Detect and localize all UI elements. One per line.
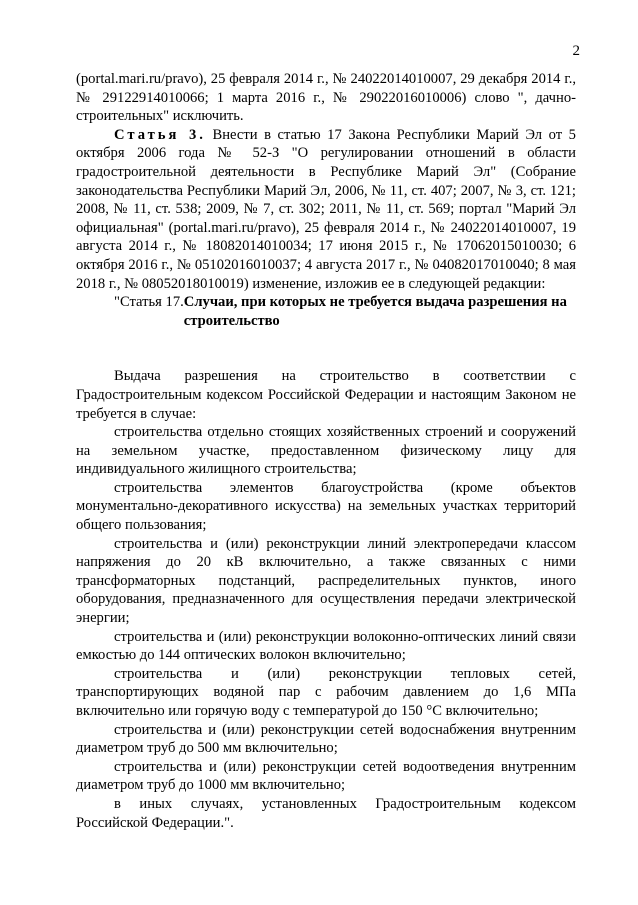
article-3-paragraph [76, 126, 576, 293]
list-item: строительства и (или) реконструкции тепловых сетей, транспортирующих водяной пар с рабочим давлением до 1,6 МПа включительно или горячую воду с температурой до 150 °С включительно; [76, 665, 576, 719]
article-17-title: Случаи, при которых не требуется выдача разрешения на строительство [183, 294, 567, 329]
document-body [76, 70, 576, 832]
article-17-number: "Статья 17. [114, 294, 184, 311]
article-3-label: Статья 3. [114, 126, 206, 143]
list-item: строительства и (или) реконструкции волоконно-оптических линий связи емкостью до 144 оптических волокон включительно; [76, 628, 576, 664]
list-item: строительства отдельно стоящих хозяйственных строений и сооружений на земельном участке, предоставленном физическому лицу для индивидуального жилищного строительства; [76, 424, 576, 478]
article-17-heading [76, 293, 576, 330]
list-item: строительства элементов благоустройства (кроме объектов монументально-декоративного искусства) на земельных участках территорий общего пользования; [76, 479, 576, 534]
page-number: 2 [572, 43, 580, 59]
list-item: строительства и (или) реконструкции сетей водоотведения внутренним диаметром труб до 1000 мм включительно; [76, 758, 576, 794]
spacer [76, 330, 576, 367]
intro-paragraph: Выдача разрешения на строительство в соответствии с Градостроительным кодексом Российской Федерации и настоящим Законом не требуется в случае: [76, 368, 576, 422]
list-item: строительства и (или) реконструкции сетей водоснабжения внутренним диаметром труб до 500 мм включительно; [76, 721, 576, 757]
list-item: строительства и (или) реконструкции линий электропередачи классом напряжения до 20 кВ включительно, а также связанных с ними трансформаторных подстанций, распределительных пунктов, иного оборудования, предназначенного для осуществления передачи электрической энергии; [76, 535, 576, 627]
article-3-text: Внести в статью 17 Закона Республики Марий Эл от 5 октября 2006 года № 52-З "О регулировании отношений в области градостроительной деятельности в Республике Марий Эл" (Собрание законодательства Республики Марий Эл, 2006, № 11, ст. 407; 2007, № 3, ст. 121; 2008, № 11, ст. 538; 2009, № 7, ст. 302; 2011, № 11, ст. 569; портал "Марий Эл официальная" (portal.mari.ru/pravo), 25 февраля 2014 г., № 24022014010007, 19 августа 2014 г., № 18082014010034; 17 июня 2015 г., № 17062015010030; 6 октября 2016 г., № 05102016010037; 4 августа 2017 г., № 04082017010040; 8 мая 2018 г., № 08052018010019) изменение, изложив ее в следующей редакции: [76, 126, 576, 292]
paragraph-continuation: (portal.mari.ru/pravo), 25 февраля 2014 г., № 24022014010007, 29 декабря 2014 г., № 29122914010066; 1 марта 2016 г., № 29022016010006) слово ", дачно-строительных" исключить. [76, 71, 576, 125]
list-item: в иных случаях, установленных Градостроительным кодексом Российской Федерации.". [76, 795, 576, 831]
